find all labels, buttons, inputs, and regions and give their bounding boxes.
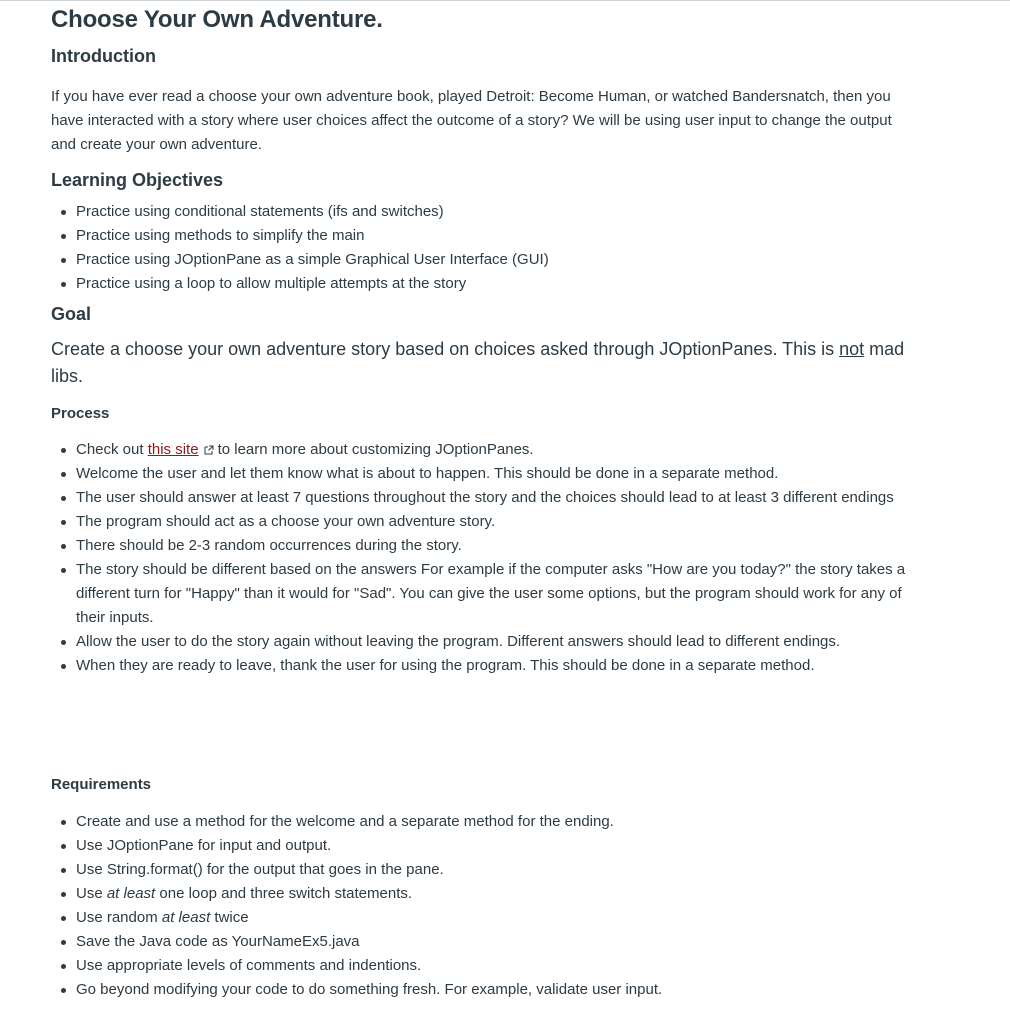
list-item: The story should be different based on the answers For example if the computer asks "How are you today?" the story takes a different turn for "Happy" than it would for "Sad". You can give the user some options, but the program should work for any of their inputs. [51, 558, 921, 630]
introduction-text: If you have ever read a choose your own adventure book, played Detroit: Become Human, or watched Bandersnatch, then you have interacted with a story where user choices affect the outcome of a story? We will be using user input to change the output and create your own adventure. [51, 88, 892, 153]
goal-text-end: mad libs. [51, 339, 905, 386]
list-item: Practice using methods to simplify the main [51, 224, 921, 248]
learning-objectives-list [51, 200, 921, 296]
list-item: Go beyond modifying your code to do something fresh. For example, validate user input. [51, 978, 921, 1002]
process-item-suffix: to learn more about customizing JOptionPanes. [217, 441, 534, 458]
requirements-list [51, 810, 921, 1002]
goal-text-emphasis: not [839, 339, 865, 359]
list-item: Create and use a method for the welcome and a separate method for the ending. [51, 810, 921, 834]
list-item: Use appropriate levels of comments and indentions. [51, 954, 921, 978]
list-item [51, 882, 921, 906]
loop-req-end: one loop and three switch statements. [155, 885, 413, 902]
page-title: Choose Your Own Adventure. [51, 6, 383, 33]
introduction-heading: Introduction [51, 46, 156, 66]
list-item: Use JOptionPane for input and output. [51, 834, 921, 858]
list-item [51, 906, 921, 930]
list-item: The user should answer at least 7 questions throughout the story and the choices should lead to at least 3 different endings [51, 486, 921, 510]
list-item: The program should act as a choose your own adventure story. [51, 510, 921, 534]
top-divider [0, 0, 1010, 1]
list-item: There should be 2-3 random occurrences during the story. [51, 534, 921, 558]
list-item: Practice using JOptionPane as a simple Graphical User Interface (GUI) [51, 248, 921, 272]
goal-text [51, 336, 911, 390]
list-item [51, 438, 921, 462]
list-item: Practice using conditional statements (ifs and switches) [51, 200, 921, 224]
external-link-icon [204, 445, 214, 455]
list-item: Use String.format() for the output that goes in the pane. [51, 858, 921, 882]
goal-heading: Goal [51, 304, 92, 324]
requirements-heading: Requirements [51, 776, 152, 793]
learning-objectives-heading: Learning Objectives [51, 170, 224, 190]
random-req-start: Use random [76, 909, 162, 926]
list-item: Save the Java code as YourNameEx5.java [51, 930, 921, 954]
list-item: Allow the user to do the story again without leaving the program. Different answers should lead to different endings. [51, 630, 921, 654]
random-req-end: twice [210, 909, 249, 926]
process-item-prefix: Check out [76, 441, 148, 458]
goal-text-start: Create a choose your own adventure story based on choices asked through JOptionPanes. This is [51, 339, 840, 359]
process-list [51, 438, 921, 678]
this-site-link[interactable]: this site [147, 441, 199, 458]
loop-req-start: Use [76, 885, 107, 902]
list-item: When they are ready to leave, thank the user for using the program. This should be done in a separate method. [51, 654, 921, 678]
list-item: Welcome the user and let them know what is about to happen. This should be done in a separate method. [51, 462, 921, 486]
process-heading: Process [51, 405, 110, 422]
list-item: Practice using a loop to allow multiple attempts at the story [51, 272, 921, 296]
loop-req-emphasis: at least [106, 885, 156, 902]
random-req-emphasis: at least [161, 909, 211, 926]
